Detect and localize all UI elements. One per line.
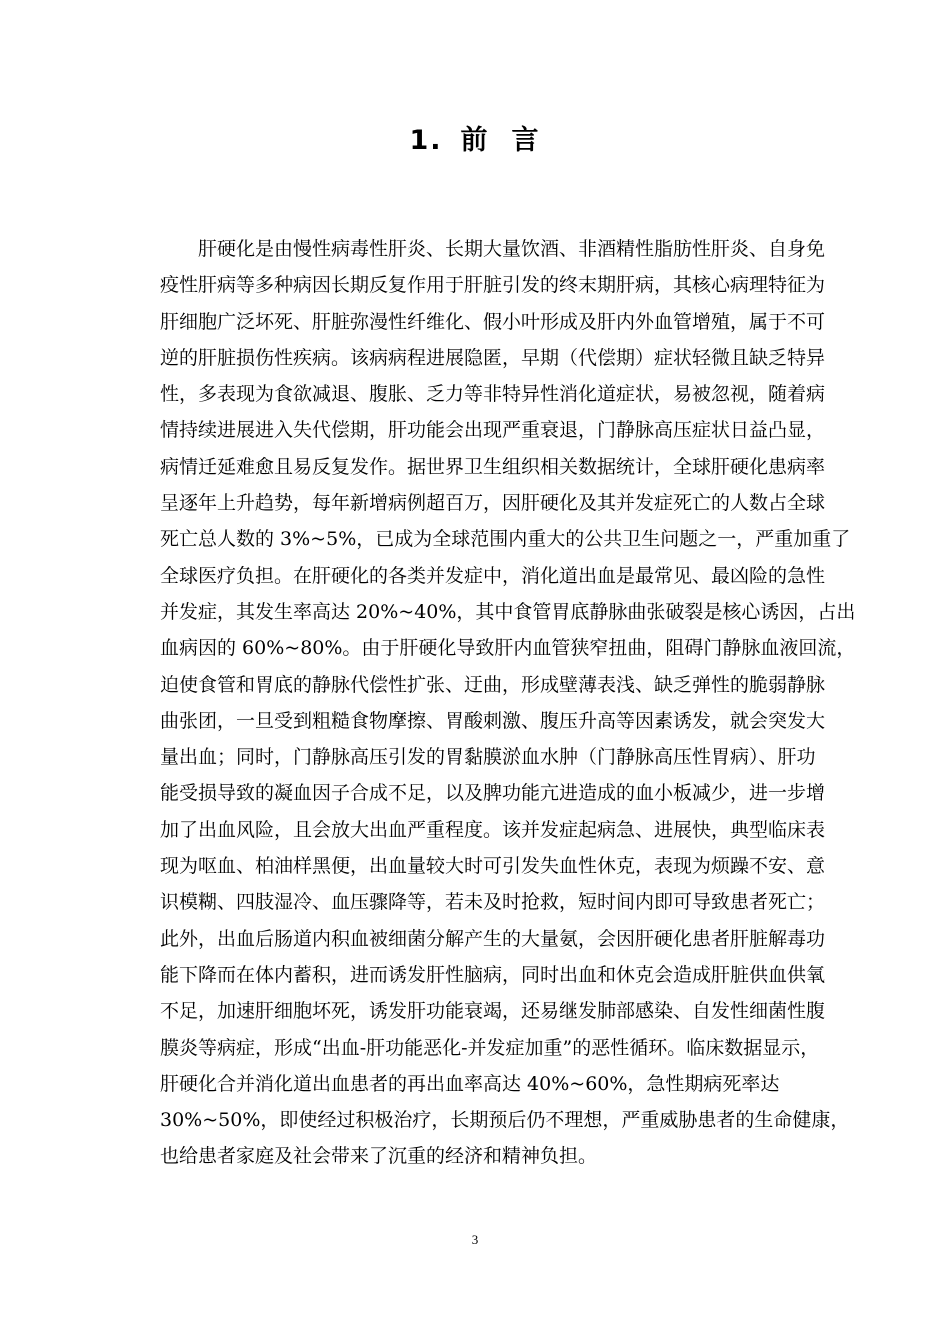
paragraph-line: 量出血；同时，门静脉高压引发的胃黏膜淤血水肿（门静脉高压性胃病）、肝功 [160,746,816,769]
section-number: 1. [409,125,443,156]
paragraph-line: 肝硬化是由慢性病毒性肝炎、长期大量饮酒、非酒精性脂肪性肝炎、自身免 [198,238,826,260]
paragraph-line: 逆的肝脏损伤性疾病。该病病程进展隐匿，早期（代偿期）症状轻微且缺乏特异 [160,346,826,369]
paragraph-line: 曲张团，一旦受到粗糙食物摩擦、胃酸刺激、腹压升高等因素诱发，就会突发大 [160,709,826,732]
paragraph-line: 性，多表现为食欲减退、腹胀、乏力等非特异性消化道症状，易被忽视，随着病 [160,383,826,406]
paragraph-line: 膜炎等病症，形成“出血-肝功能恶化-并发症加重”的恶性循环。临床数据显示， [160,1036,820,1059]
paragraph-line: 识模糊、四肢湿冷、血压骤降等，若未及时抢救，短时间内即可导致患者死亡； [160,891,826,914]
paragraph-line: 此外，出血后肠道内积血被细菌分解产生的大量氨，会因肝硬化患者肝脏解毒功 [160,927,826,950]
paragraph-line: 死亡总人数的 3%~5%，已成为全球范围内重大的公共卫生问题之一，严重加重了 [160,528,851,551]
paragraph-line: 并发症，其发生率高达 20%~40%，其中食管胃底静脉曲张破裂是核心诱因，占出 [160,600,856,623]
paragraph-line: 也给患者家庭及社会带来了沉重的经济和精神负担。 [160,1145,598,1168]
paragraph-line: 血病因的 60%~80%。由于肝硬化导致肝内血管狭窄扭曲，阻碍门静脉血液回流， [160,637,856,660]
paragraph-line: 疫性肝病等多种病因长期反复作用于肝脏引发的终末期肝病，其核心病理特征为 [160,274,826,297]
section-heading [0,118,950,157]
paragraph-line: 呈逐年上升趋势，每年新增病例超百万，因肝硬化及其并发症死亡的人数占全球 [160,492,826,515]
paragraph-line: 病情迁延难愈且易反复发作。据世界卫生组织相关数据统计，全球肝硬化患病率 [160,455,826,478]
paragraph-line: 迫使食管和胃底的静脉代偿性扩张、迂曲，形成壁薄表浅、缺乏弹性的脆弱静脉 [160,673,826,696]
paragraph-line: 全球医疗负担。在肝硬化的各类并发症中，消化道出血是最常见、最凶险的急性 [160,564,826,587]
heading-char-1: 前 [460,125,490,156]
paragraph-line: 肝硬化合并消化道出血患者的再出血率高达 40%~60%，急性期病死率达 [160,1072,780,1095]
body-paragraph [160,231,856,1175]
paragraph-line: 能受损导致的凝血因子合成不足，以及脾功能亢进造成的血小板减少，进一步增 [160,782,826,805]
page-number: 3 [471,1232,479,1247]
paragraph-line: 情持续进展进入失代偿期，肝功能会出现严重衰退，门静脉高压症状日益凸显， [160,419,826,442]
paragraph-line: 不足，加速肝细胞坏死，诱发肝功能衰竭，还易继发肺部感染、自发性细菌性腹 [160,1000,826,1023]
heading-char-2: 言 [511,125,541,156]
paragraph-line: 肝细胞广泛坏死、肝脏弥漫性纤维化、假小叶形成及肝内外血管增殖，属于不可 [160,310,826,333]
paragraph-line: 加了出血风险，且会放大出血严重程度。该并发症起病急、进展快，典型临床表 [160,818,826,841]
paragraph-line: 现为呕血、柏油样黑便，出血量较大时可引发失血性休克，表现为烦躁不安、意 [160,855,826,878]
paragraph-line: 30%~50%，即使经过积极治疗，长期预后仍不理想，严重威胁患者的生命健康， [160,1109,850,1132]
paragraph-line: 能下降而在体内蓄积，进而诱发肝性脑病，同时出血和休克会造成肝脏供血供氧 [160,963,826,986]
